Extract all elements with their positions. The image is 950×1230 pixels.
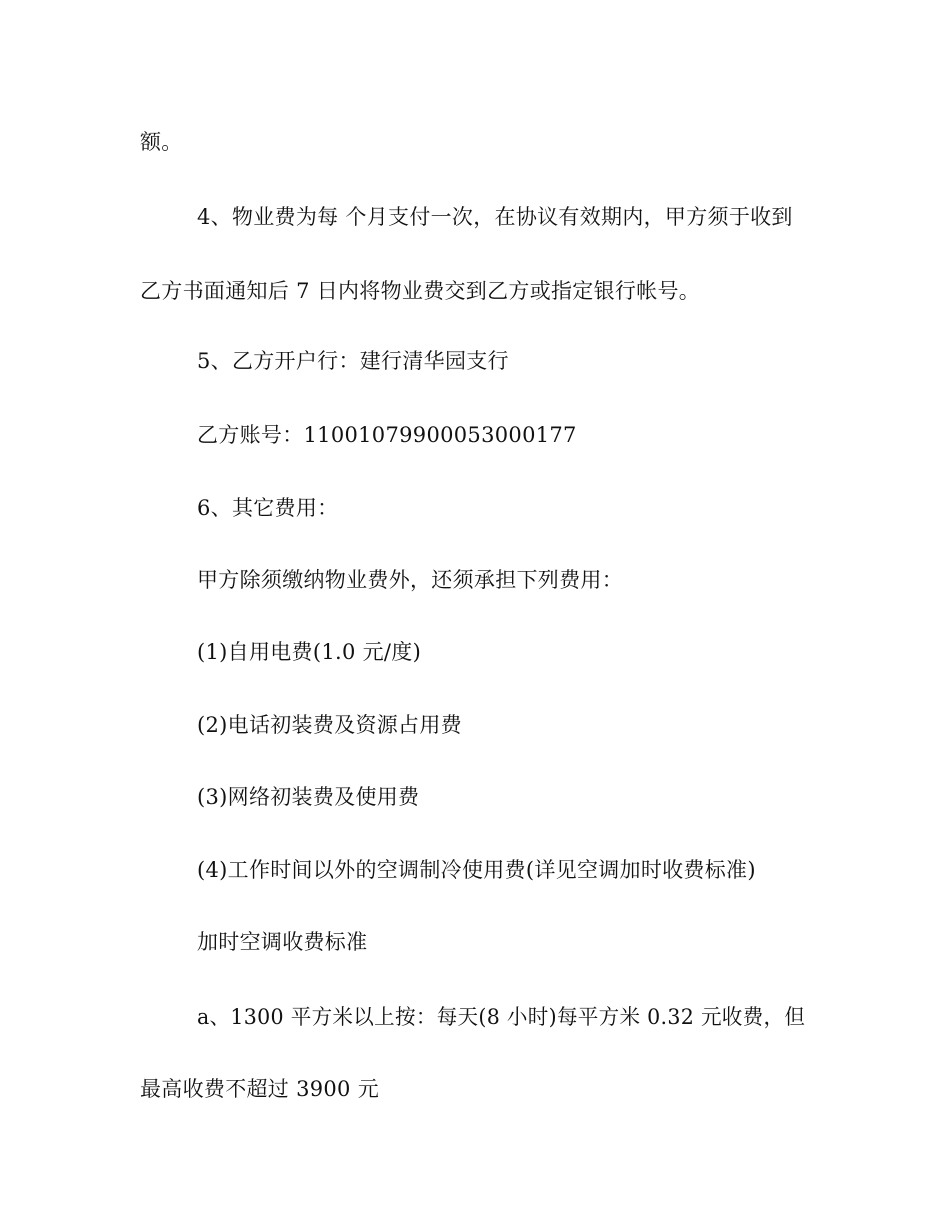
text-line-8: (1)自用电费(1.0 元/度) [197,640,422,664]
text-line-6: 6、其它费用： [197,496,339,520]
text-line-14: 最高收费不超过 3900 元 [140,1077,379,1101]
text-line-4: 5、乙方开户行：建行清华园支行 [197,349,509,373]
text-line-5: 乙方账号：11001079900053000177 [197,423,577,447]
text-line-11: (4)工作时间以外的空调制冷使用费(详见空调加时收费标准) [197,858,756,882]
text-line-1: 额。 [140,130,183,154]
text-line-2: 4、物业费为每 个月支付一次，在协议有效期内，甲方须于收到 [197,205,793,229]
text-line-3: 乙方书面通知后 7 日内将物业费交到乙方或指定银行帐号。 [140,279,701,303]
text-line-12: 加时空调收费标准 [197,930,368,954]
text-line-7: 甲方除须缴纳物业费外，还须承担下列费用： [197,568,623,592]
text-line-13: a、1300 平方米以上按：每天(8 小时)每平方米 0.32 元收费，但 [197,1005,806,1029]
text-line-10: (3)网络初装费及使用费 [197,785,420,809]
text-line-9: (2)电话初装费及资源占用费 [197,713,462,737]
